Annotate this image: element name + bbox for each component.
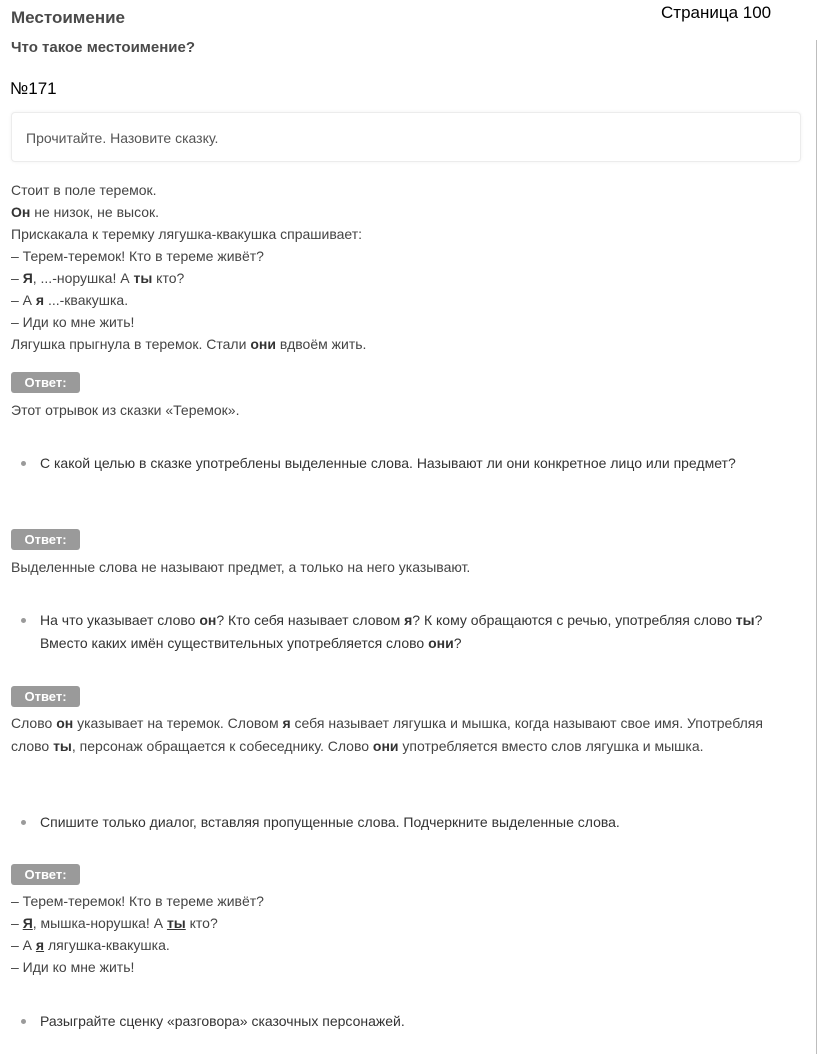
section-subtitle: Что такое местоимение? (11, 39, 196, 56)
story-line: Прискакала к теремку лягушка-квакушка спрашивает: (11, 226, 363, 242)
story-line: – Я, ...-норушка! А ты кто? (11, 270, 185, 286)
dialog-line: – Терем-теремок! Кто в тереме живёт? (11, 893, 264, 909)
answer-badge: Ответ: (11, 864, 80, 885)
story-line: Лягушка прыгнула в теремок. Стали они вдвоём жить. (11, 336, 367, 352)
story-line: – Иди ко мне жить! (11, 314, 135, 330)
page-edge-divider (816, 40, 817, 1054)
section-title: Местоимение (11, 8, 125, 27)
task-box (11, 112, 801, 162)
story-line: – Терем-теремок! Кто в тереме живёт? (11, 248, 264, 264)
dialog-line: – А я лягушка-квакушка. (11, 937, 170, 953)
task-text: Прочитайте. Назовите сказку. (26, 130, 219, 146)
bullet-icon (21, 1019, 26, 1024)
story-line: Он не низок, не высок. (11, 204, 160, 220)
answer-dialog (11, 890, 264, 978)
page-number: Страница 100 (661, 3, 772, 22)
answer-badge: Ответ: (11, 529, 80, 550)
question-text: На что указывает слово он? Кто себя называет словом я? К кому обращаются с речью, употребляя слово ты? Вместо каких имён существительных употребляется слово они? (40, 612, 763, 651)
bullet-icon (21, 618, 26, 623)
answer-badge: Ответ: (11, 372, 80, 393)
story-text (11, 179, 366, 355)
exercise-number: №171 (10, 79, 57, 98)
question-text: Разыграйте сценку «разговора» сказочных персонажей. (40, 1013, 405, 1029)
question-text: Спишите только диалог, вставляя пропущенные слова. Подчеркните выделенные слова. (40, 814, 620, 830)
dialog-line: – Иди ко мне жить! (11, 959, 135, 975)
answer-badge: Ответ: (11, 686, 80, 707)
answer-text: Этот отрывок из сказки «Теремок». (11, 402, 240, 418)
bullet-icon (21, 461, 26, 466)
story-line: Стоит в поле теремок. (11, 182, 157, 198)
story-line: – А я ...-квакушка. (11, 292, 129, 308)
bullet-icon (21, 820, 26, 825)
answer-text: Выделенные слова не называют предмет, а только на него указывают. (11, 559, 471, 575)
question-text: С какой целью в сказке употреблены выделенные слова. Называют ли они конкретное лицо или предмет? (40, 455, 736, 471)
answer-text: Слово он указывает на теремок. Словом я себя называет лягушка и мышка, когда называют свое имя. Употребляя слово ты, персонаж обращается к собеседнику. Слово они употребляется вместо слов лягушка и мышка. (11, 715, 763, 754)
dialog-line: – Я, мышка-норушка! А ты кто? (11, 915, 218, 931)
